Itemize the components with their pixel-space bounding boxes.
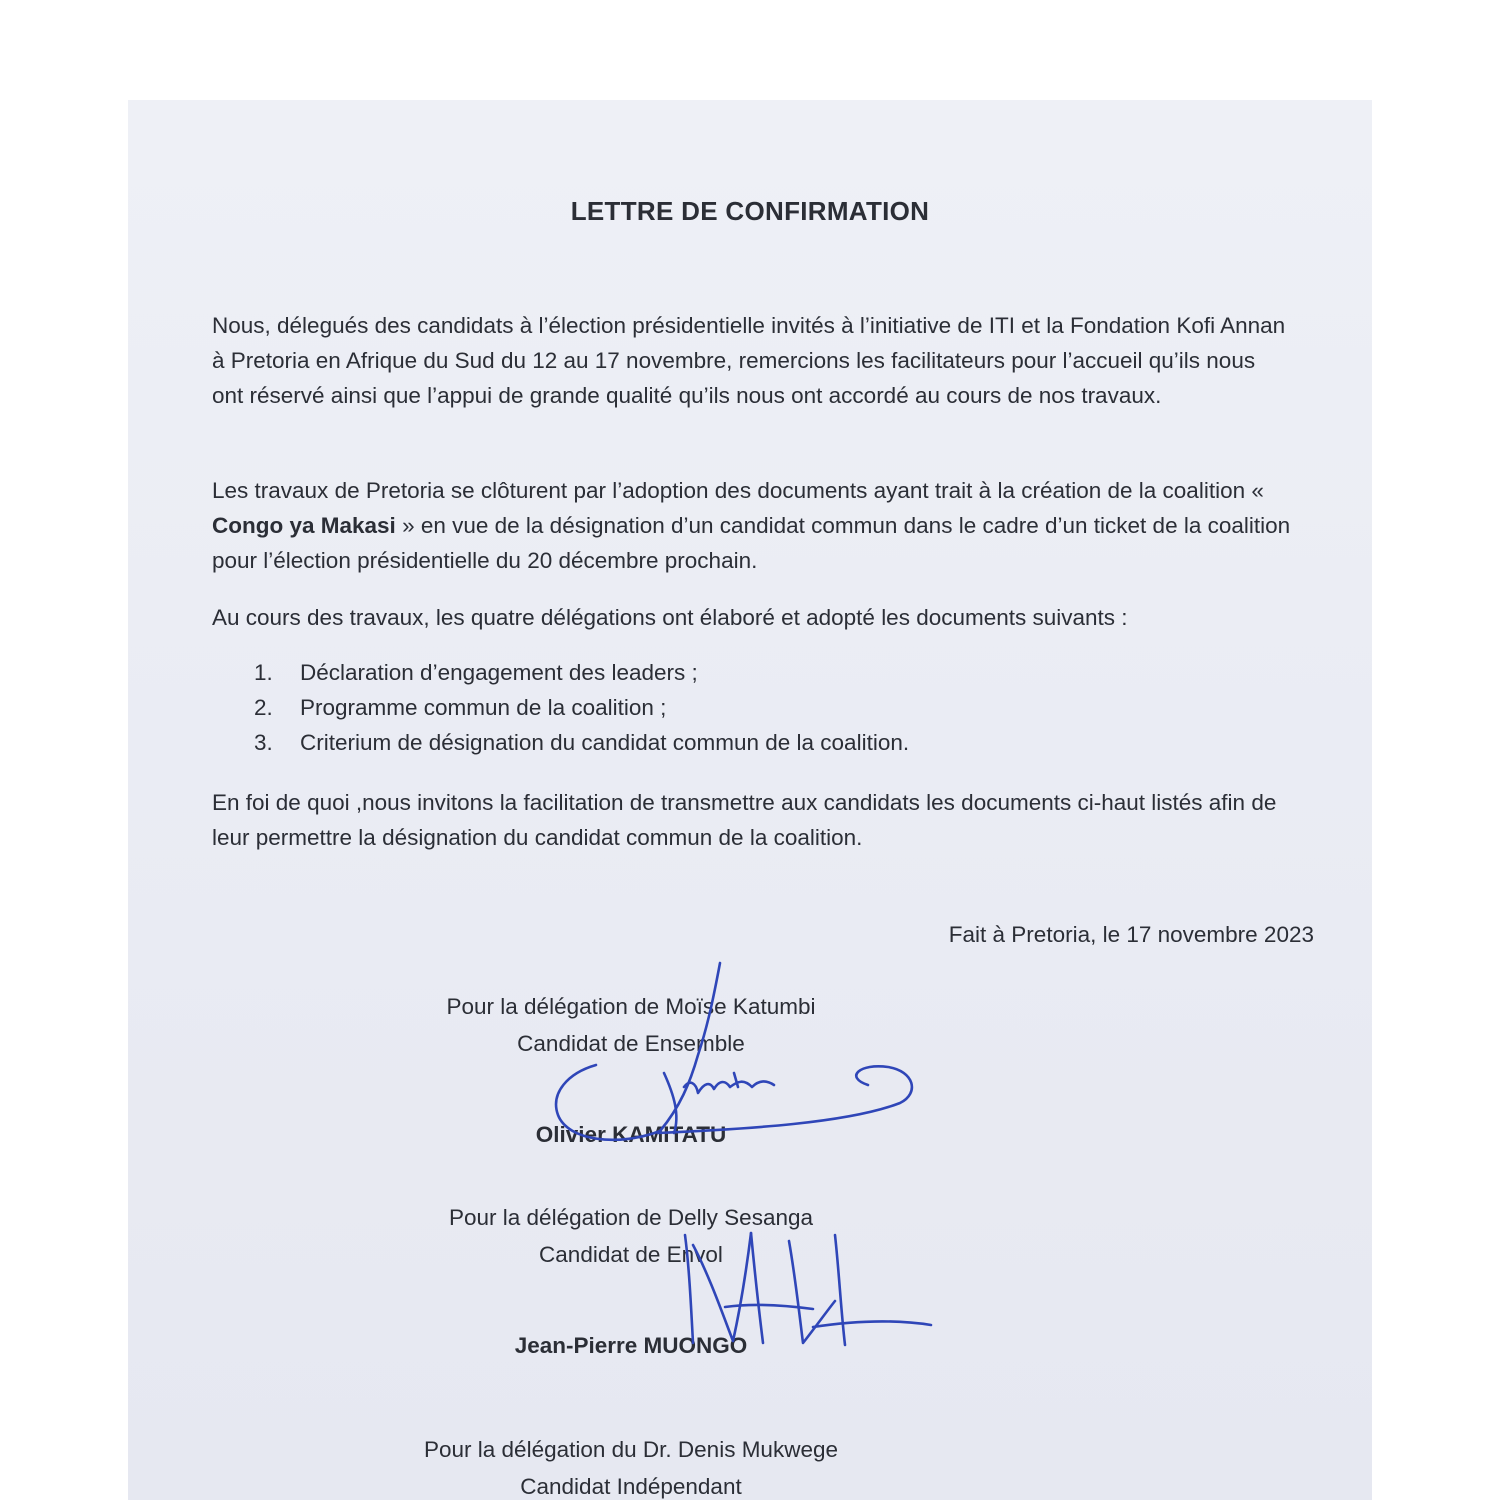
list-item: [254, 690, 1154, 725]
list-item-number: 1.: [254, 660, 273, 685]
letter-sheet: [128, 100, 1372, 1500]
signature-block-sesanga: [128, 1199, 1134, 1364]
list-item: [254, 725, 1154, 760]
candidate-role: Candidat de Ensemble: [517, 1031, 745, 1056]
list-item-number: 3.: [254, 730, 273, 755]
letter-title: LETTRE DE CONFIRMATION: [570, 196, 930, 226]
paragraph-coalition: [212, 473, 1292, 578]
list-item: [254, 655, 1154, 690]
paragraph-coalition-end: » en vue de la désignation d’un candidat commun dans le cadre d’un ticket de la coalition pour l’élection présidentielle du 20 décembre prochain.: [212, 513, 1291, 573]
list-item-text: Déclaration d’engagement des leaders ;: [300, 660, 698, 685]
delegation-label: Pour la délégation du Dr. Denis Mukwege: [424, 1437, 838, 1462]
signature-block-mukwege: [128, 1431, 1134, 1500]
coalition-name: Congo ya Makasi: [212, 513, 396, 538]
candidate-role: Candidat de Envol: [539, 1242, 723, 1267]
delegation-label: Pour la délégation de Moïse Katumbi: [446, 994, 816, 1019]
paragraph-conclusion: En foi de quoi ,nous invitons la facilitation de transmettre aux candidats les documents ci-haut listés afin de leur permettre la désignation du candidat commun de la coalition.: [212, 790, 1277, 850]
list-item-text: Criterium de désignation du candidat commun de la coalition.: [300, 730, 910, 755]
paragraph-thanks: Nous, délegués des candidats à l’élection présidentielle invités à l’initiative de ITI et la Fondation Kofi Annan à Pretoria en Afrique du Sud du 12 au 17 novembre, remercions les facilitateurs pour l’accueil qu’ils nous ont réservé ainsi que l’appui de grande qualité qu’ils nous ont accordé au cours de nos travaux.: [212, 313, 1286, 408]
delegation-label: Pour la délégation de Delly Sesanga: [449, 1205, 813, 1230]
paragraph-coalition-start: Les travaux de Pretoria se clôturent par l’adoption des documents ayant trait à la création de la coalition «: [212, 478, 1264, 503]
documents-list: [254, 655, 1154, 760]
list-item-number: 2.: [254, 695, 273, 720]
candidate-role: Candidat Indépendant: [520, 1474, 742, 1499]
signer-name: Jean-Pierre MUONGO: [514, 1333, 748, 1358]
paragraph-documents-intro: Au cours des travaux, les quatre délégations ont élaboré et adopté les documents suivants :: [212, 605, 1128, 630]
signer-name: Olivier KAMITATU: [535, 1122, 727, 1147]
list-item-text: Programme commun de la coalition ;: [300, 695, 667, 720]
signature-block-katumbi: [128, 988, 1134, 1153]
place-date: Fait à Pretoria, le 17 novembre 2023: [948, 922, 1314, 947]
